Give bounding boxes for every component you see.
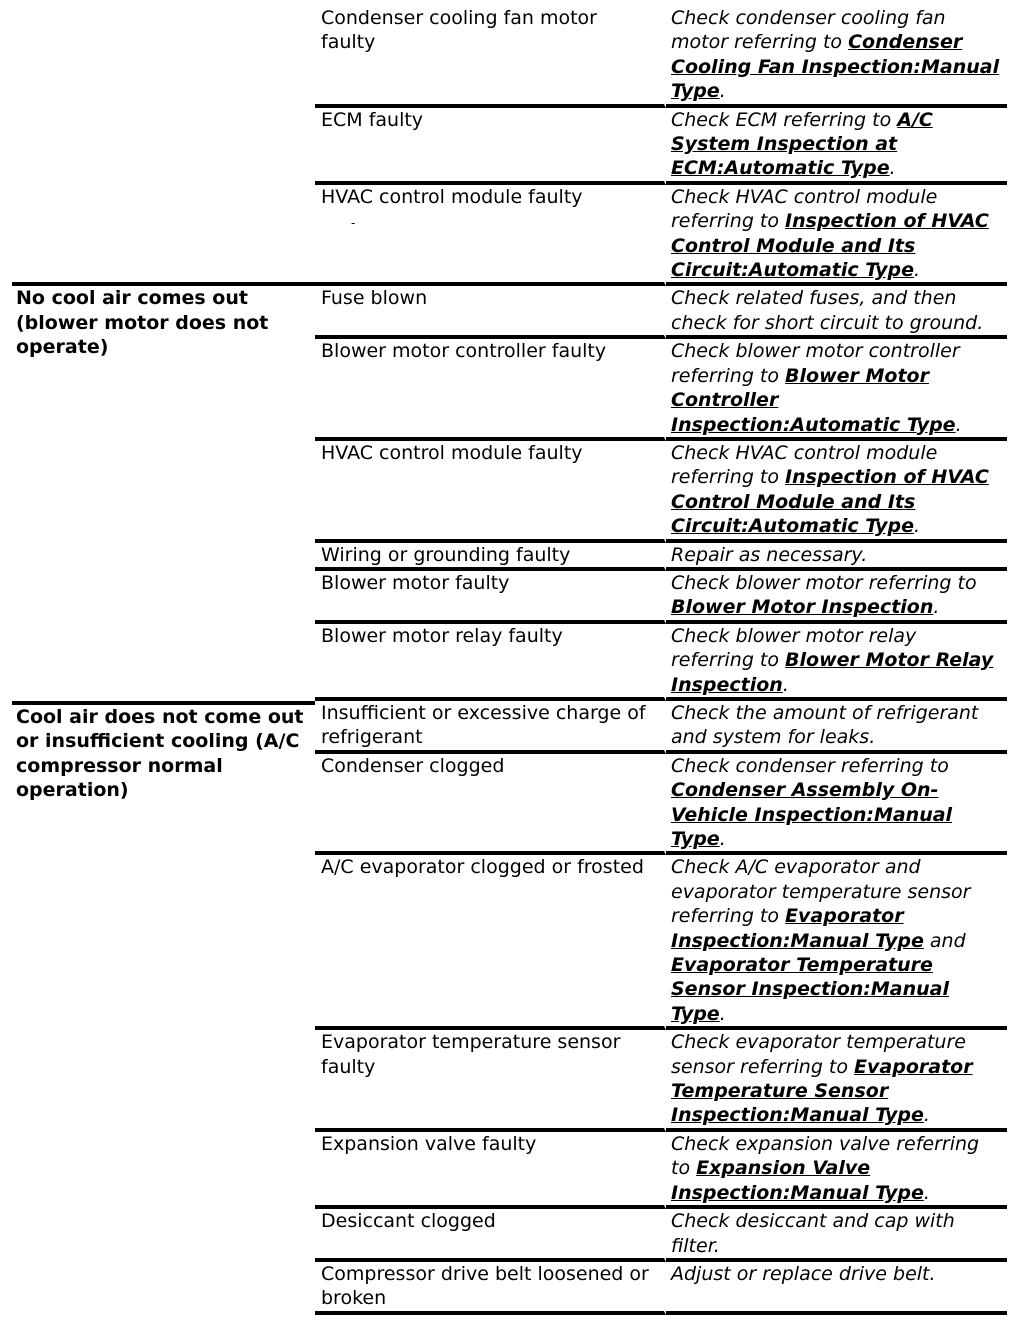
remedy-text: Check the amount of refrigerant and system for leaks. [671,701,979,749]
reference-link[interactable]: Condenser Cooling Fan Inspection:Manual Type [671,31,1000,103]
remedy-text: . [913,515,921,538]
remedy-text: Check blower motor controller referring to [671,340,960,387]
cause-cell [315,701,666,754]
reference-link[interactable]: Blower Motor Relay Inspection [671,649,994,696]
remedy-cell [666,543,1007,571]
remedy-text: . [889,157,896,180]
remedy-text: Check blower motor relay referring to [671,624,917,672]
cause-cell [315,855,666,1030]
remedy-cell [666,624,1007,701]
remedy-text: Check HVAC control module referring to [671,185,938,233]
cause-cell [315,1030,666,1132]
remedy-text: . [923,1104,930,1127]
cause-cell [315,286,666,339]
cause-cell [315,339,666,441]
remedy-cell [666,1262,1007,1315]
remedy-text: Check evaporator temperature sensor referring to [671,1031,966,1078]
remedy-text: Check expansion valve referring to [671,1132,980,1180]
remedy-cell [666,1209,1007,1262]
cause-text: Expansion valve faulty [321,1132,537,1155]
cause-cell [315,108,666,185]
cause-cell [315,624,666,701]
cause-text: HVAC control module faulty [321,185,583,208]
cause-text: Evaporator temperature sensor faulty [321,1031,621,1078]
remedy-cell [666,1030,1007,1132]
remedy-text: Check blower motor referring to [671,571,977,594]
cause-text: HVAC control module faulty [321,441,583,464]
remedy-text: . [782,673,789,696]
reference-link[interactable]: Expansion Valve Inspection:Manual Type [671,1157,924,1204]
remedy-text: and [923,929,966,952]
remedy-cell [666,1132,1007,1209]
cause-text: Condenser clogged [321,754,505,777]
cause-text: Insufficient or excessive charge of refrigerant [321,701,646,749]
cause-cell [315,185,666,287]
remedy-text: Repair as necessary. [671,543,868,566]
remedy-cell [666,855,1007,1030]
remedy-cell [666,286,1007,339]
remedy-text: . [933,596,940,619]
remedy-cell [666,108,1007,185]
stray-mark: - [351,216,356,231]
remedy-cell [666,339,1007,441]
remedy-cell [666,754,1007,856]
reference-link[interactable]: Inspection of HVAC Control Module and Its Circuit:Automatic Type [671,466,989,538]
remedy-text: Check A/C evaporator and evaporator temperature sensor referring to [671,856,971,928]
symptom-cell: No cool air comes out (blower motor does not operate) [16,287,269,359]
cause-text: A/C evaporator clogged or frosted [321,856,644,879]
remedy-text: Adjust or replace drive belt. [671,1262,936,1285]
table-row [12,6,1007,108]
remedy-cell [666,701,1007,754]
troubleshooting-table [12,6,1007,1315]
cause-cell [315,754,666,856]
remedy-text: . [955,413,962,436]
remedy-text: Check desiccant and cap with filter. [671,1210,955,1257]
troubleshooting-table-body [12,6,1007,1315]
cause-text: ECM faulty [321,108,424,131]
remedy-cell [666,441,1007,543]
cause-text: Blower motor controller faulty [321,340,607,363]
table-row [12,286,1007,339]
remedy-text: . [719,828,726,850]
remedy-text: . [913,259,921,282]
reference-link[interactable]: Evaporator Temperature Sensor Inspection:Manual Type [671,954,949,1025]
cause-text: Fuse blown [321,287,428,310]
cause-text: Compressor drive belt loosened or broken [321,1262,649,1310]
reference-link[interactable]: Evaporator Inspection:Manual Type [671,905,924,952]
cause-cell [315,1132,666,1209]
remedy-text: . [719,80,726,103]
reference-link[interactable]: Blower Motor Inspection [671,596,934,619]
reference-link[interactable]: A/C System Inspection at ECM:Automatic Type [671,108,933,180]
reference-link[interactable]: Condenser Assembly On-Vehicle Inspection:Manual Type [671,779,953,850]
cause-cell [315,1209,666,1262]
remedy-cell [666,185,1007,287]
cause-cell [315,6,666,108]
cause-text: Condenser cooling fan motor faulty [321,7,597,54]
reference-link[interactable]: Blower Motor Controller Inspection:Automatic Type [671,364,956,436]
symptom-cell: Cool air does not come out or insufficient cooling (A/C compressor normal operation) [12,701,315,1315]
remedy-text: Check condenser cooling fan motor referring to [671,7,946,54]
cause-cell [315,543,666,571]
cause-text: Blower motor relay faulty [321,624,563,647]
cause-text: Wiring or grounding faulty [321,543,571,566]
reference-link[interactable]: Evaporator Temperature Sensor Inspection:Manual Type [671,1055,973,1127]
cause-text: Desiccant clogged [321,1210,496,1233]
remedy-cell [666,6,1007,108]
remedy-text: Check condenser referring to [671,754,949,777]
remedy-cell [666,571,1007,624]
remedy-text: Check ECM referring to [671,108,898,131]
cause-cell [315,1262,666,1315]
symptom-cell-continued [12,6,315,286]
remedy-text: . [719,1002,726,1025]
cause-cell [315,571,666,624]
remedy-text: Check HVAC control module referring to [671,441,938,489]
remedy-text: . [923,1181,930,1204]
remedy-text: Check related fuses, and then check for short circuit to ground. [671,287,984,334]
cause-text: Blower motor faulty [321,571,510,594]
reference-link[interactable]: Inspection of HVAC Control Module and Its Circuit:Automatic Type [671,210,989,282]
cause-cell [315,441,666,543]
table-row [12,701,1007,754]
